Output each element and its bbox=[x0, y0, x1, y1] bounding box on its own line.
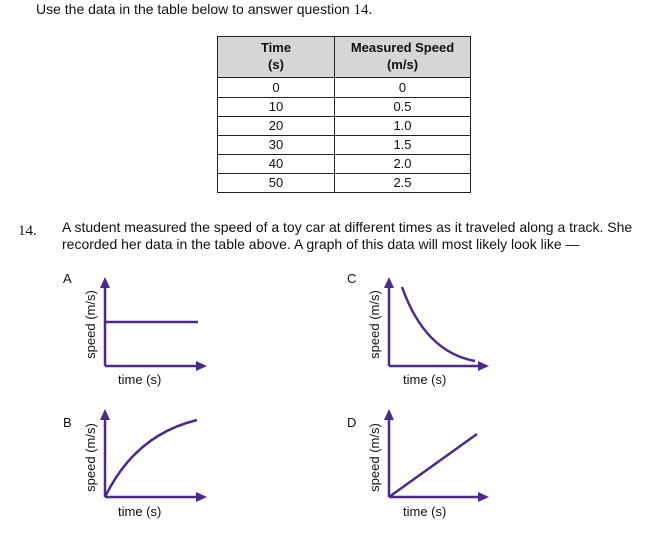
choice-d-ylabel: speed (m/s) bbox=[366, 423, 382, 492]
choice-b-ylabel: speed (m/s) bbox=[82, 423, 98, 492]
cell-time: 10 bbox=[218, 98, 335, 117]
cell-speed: 0 bbox=[335, 78, 471, 98]
cell-speed: 0.5 bbox=[335, 98, 471, 117]
cell-time: 20 bbox=[218, 117, 335, 136]
header-time-title: Time bbox=[260, 40, 292, 55]
cell-time: 30 bbox=[218, 136, 335, 155]
choice-d-letter: D bbox=[347, 415, 357, 430]
choice-b-xlabel: time (s) bbox=[118, 504, 162, 519]
choice-c-xlabel: time (s) bbox=[403, 372, 447, 387]
choice-d-xlabel: time (s) bbox=[403, 504, 447, 519]
instruction-question-number: 14. bbox=[353, 2, 373, 18]
choice-c-y-arrow bbox=[384, 277, 394, 288]
header-speed-title: Measured Speed bbox=[350, 40, 455, 55]
instruction-text: Use the data in the table below to answer question bbox=[36, 1, 350, 17]
header-speed-unit: (m/s) bbox=[386, 57, 419, 72]
choice-a-xlabel: time (s) bbox=[118, 372, 162, 387]
choice-d-curve bbox=[389, 434, 477, 497]
question-line-2: recorded her data in the table above. A graph of this data will most likely look like — bbox=[62, 236, 580, 252]
choice-b-y-arrow bbox=[100, 409, 110, 420]
cell-time: 0 bbox=[218, 78, 335, 98]
choice-a-ylabel: speed (m/s) bbox=[82, 290, 98, 359]
cell-speed: 2.5 bbox=[335, 174, 471, 193]
cell-speed: 2.0 bbox=[335, 155, 471, 174]
choice-c-ylabel: speed (m/s) bbox=[366, 290, 382, 359]
choice-c-letter: C bbox=[347, 271, 357, 286]
choice-a-x-arrow bbox=[196, 361, 207, 371]
question-number: 14. bbox=[18, 223, 37, 239]
choice-a-letter: A bbox=[63, 271, 72, 286]
choice-c-curve bbox=[402, 287, 475, 361]
choice-b-x-arrow bbox=[196, 492, 207, 502]
cell-time: 40 bbox=[218, 155, 335, 174]
choice-d-y-arrow bbox=[384, 409, 394, 420]
choice-b-curve bbox=[105, 420, 197, 497]
question-line-1: A student measured the speed of a toy car at different times as it traveled along a track. She bbox=[62, 219, 633, 235]
choice-c-x-arrow bbox=[478, 361, 489, 371]
cell-time: 50 bbox=[218, 174, 335, 193]
header-time-unit: (s) bbox=[268, 57, 284, 72]
cell-speed: 1.0 bbox=[335, 117, 471, 136]
choice-a-y-arrow bbox=[100, 277, 110, 288]
choice-d-x-arrow bbox=[478, 492, 489, 502]
choice-b-letter: B bbox=[63, 415, 72, 430]
cell-speed: 1.5 bbox=[335, 136, 471, 155]
